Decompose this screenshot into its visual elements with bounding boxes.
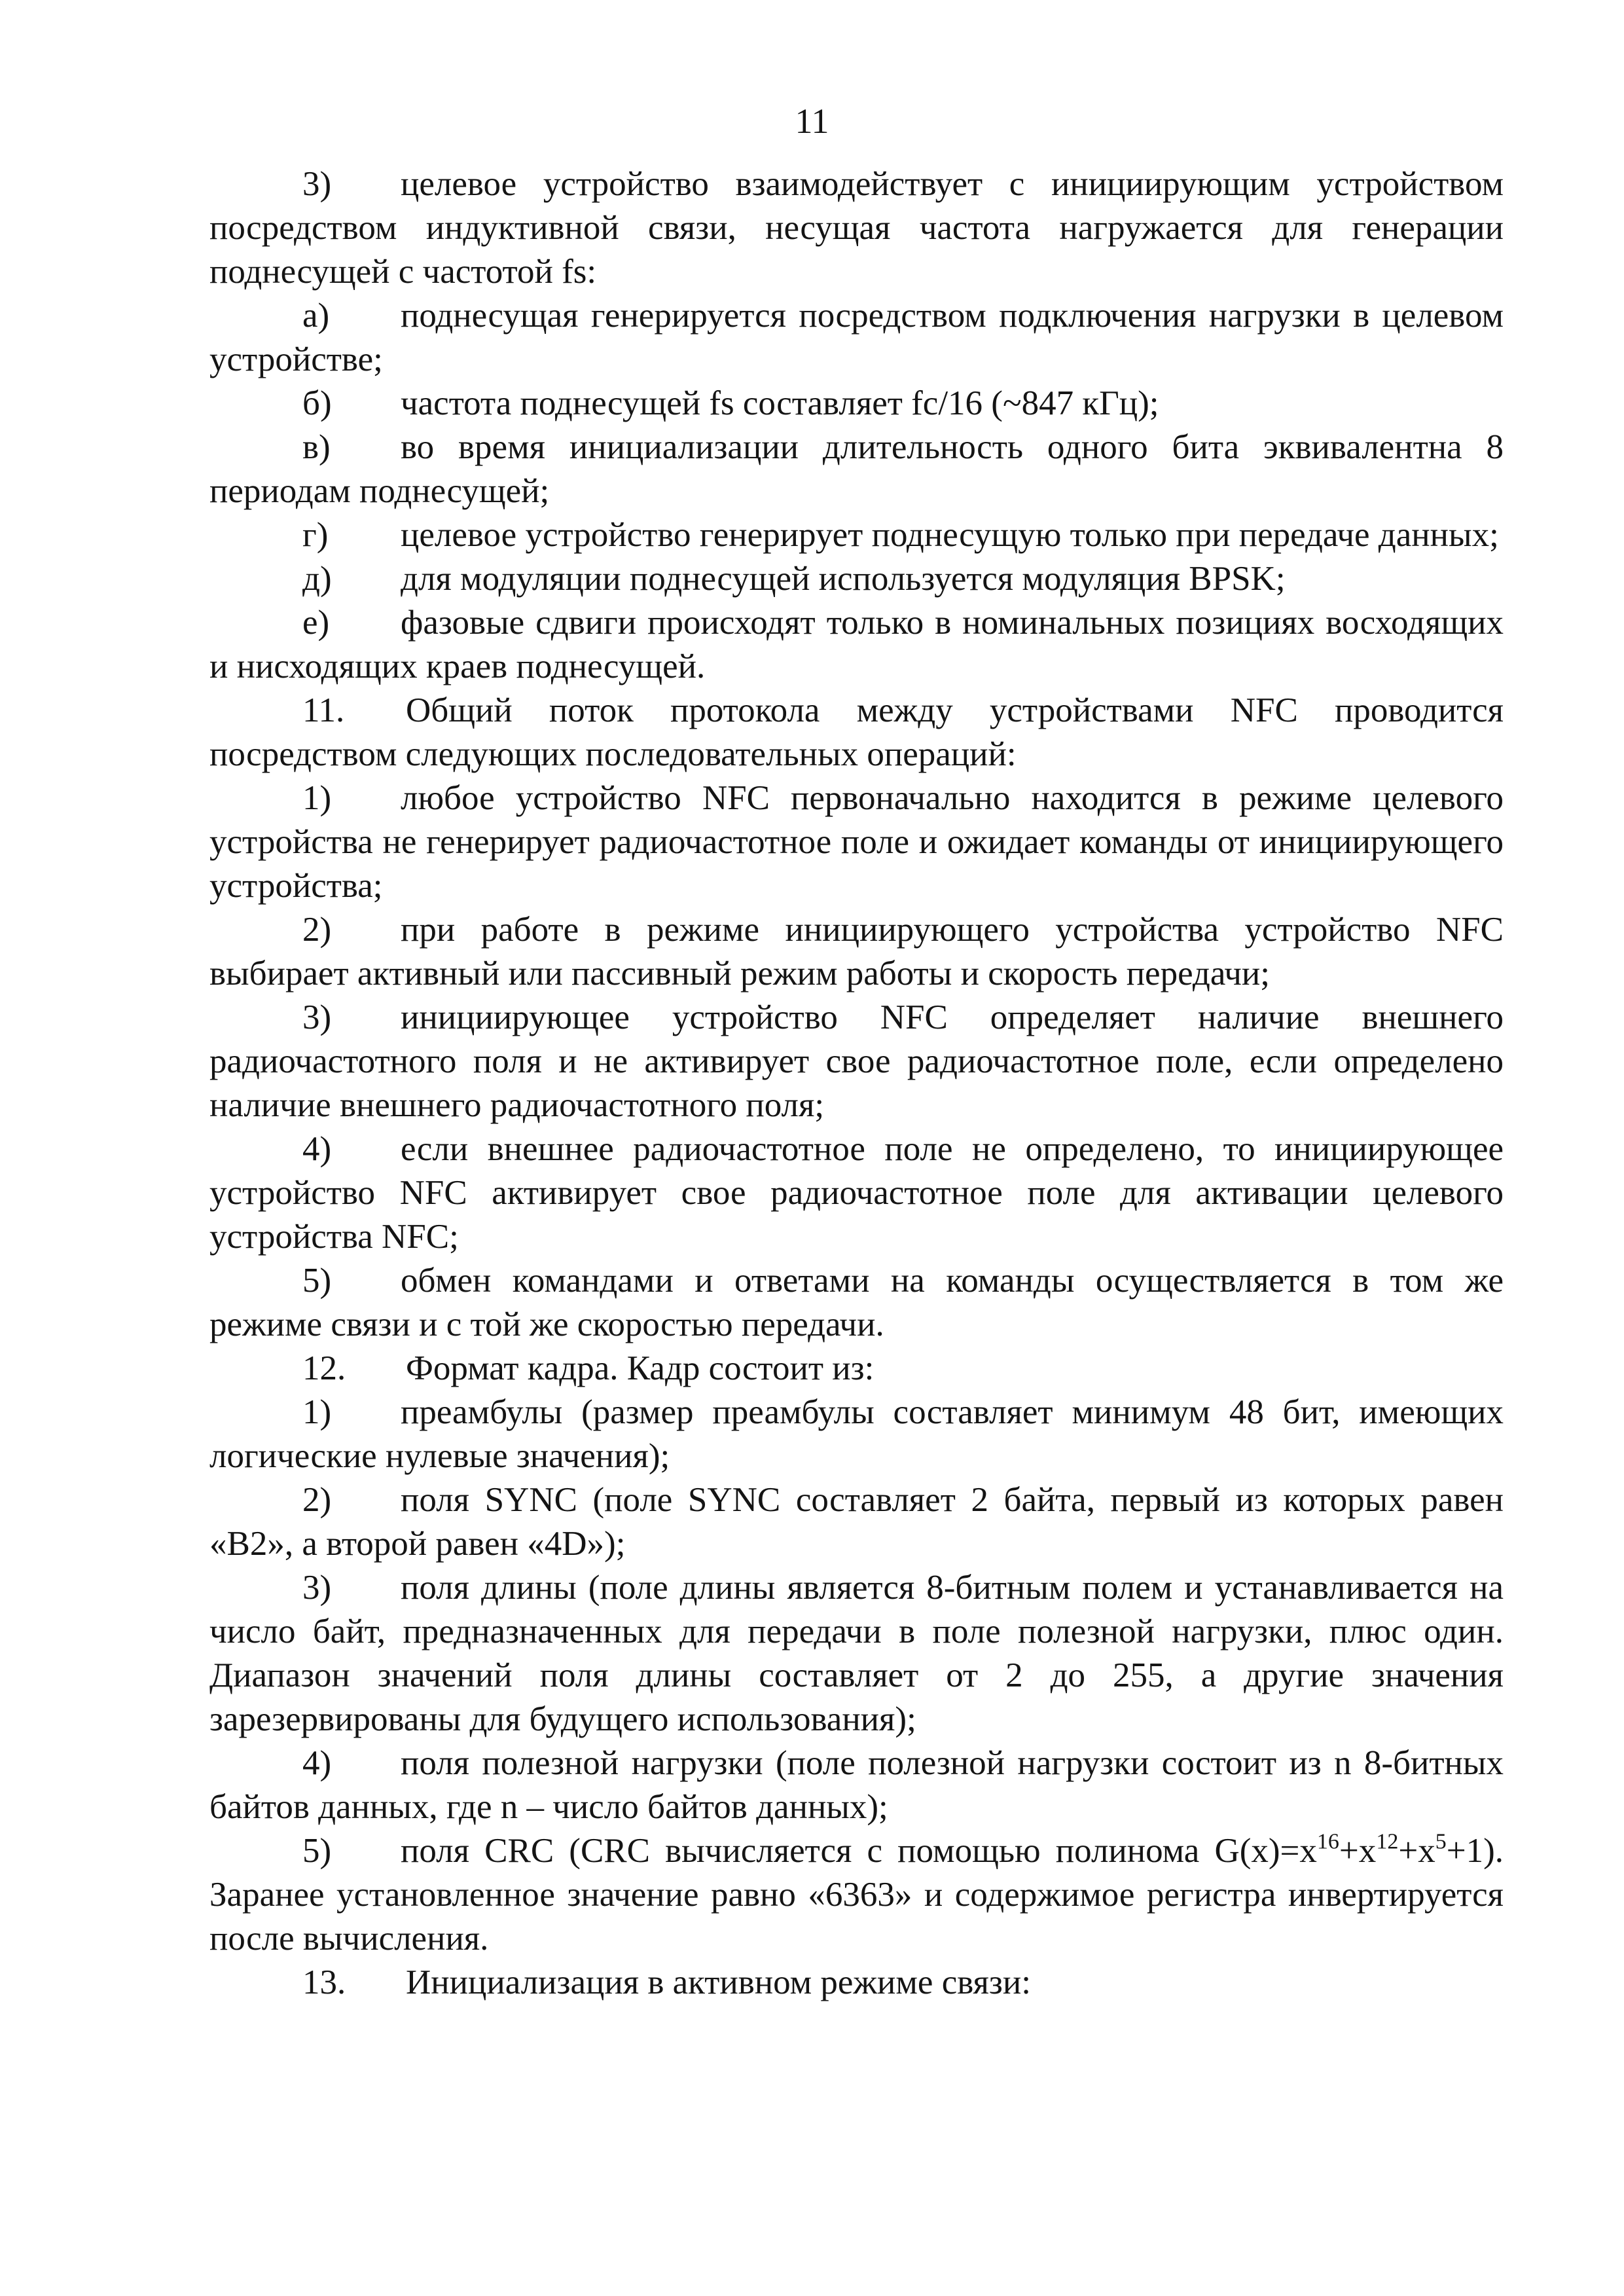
paragraph-text: поднесущая генерируется посредством подключения нагрузки в целевом устройстве;	[209, 297, 1504, 378]
list-marker: 2)	[302, 1481, 332, 1519]
formula-term: +x	[1398, 1832, 1435, 1870]
list-marker: 3)	[302, 165, 332, 203]
list-marker: в)	[302, 428, 331, 466]
paragraph	[209, 1741, 1504, 1829]
list-marker: а)	[302, 297, 330, 335]
paragraph	[209, 382, 1504, 426]
document-body	[209, 162, 1504, 2005]
crc-paragraph	[209, 1829, 1504, 1961]
section-paragraph	[209, 1347, 1504, 1391]
section-number: 11.	[302, 691, 345, 729]
paragraph-text: поля длины (поле длины является 8-битным полем и устанавливается на число байт, предназначенных для передачи в поле полезной нагрузки, плюс один. Диапазон значений поля длины составляет от 2 до 255, а другие значения зарезервированы для будущего использования);	[209, 1569, 1504, 1738]
paragraph-text: для модуляции поднесущей используется модуляция BPSK;	[401, 560, 1286, 598]
paragraph-text: во время инициализации длительность одного бита эквивалентна 8 периодам поднесущей;	[209, 428, 1504, 510]
paragraph-text: целевое устройство генерирует поднесущую только при передаче данных;	[401, 516, 1499, 554]
list-marker: 1)	[302, 1393, 332, 1431]
page-number: 11	[795, 101, 829, 141]
paragraph	[209, 601, 1504, 689]
paragraph-text: если внешнее радиочастотное поле не определено, то инициирующее устройство NFC активирует свое радиочастотное поле для активации целевого устройства NFC;	[209, 1130, 1504, 1256]
list-marker: е)	[302, 604, 330, 642]
paragraph	[209, 776, 1504, 908]
paragraph-text: Формат кадра. Кадр состоит из:	[406, 1349, 875, 1387]
paragraph-text: поля полезной нагрузки (поле полезной нагрузки состоит из n 8-битных байтов данных, где n – число байтов данных);	[209, 1744, 1504, 1826]
list-marker: б)	[302, 384, 332, 422]
section-number: 13.	[302, 1963, 346, 2001]
paragraph-text: Общий поток протокола между устройствами NFC проводится посредством следующих последовательных операций:	[209, 691, 1504, 773]
list-marker: д)	[302, 560, 332, 598]
paragraph-text: частота поднесущей fs составляет fc/16 (~847 кГц);	[401, 384, 1159, 422]
paragraph-text: +1). Заранее установленное значение равно «6363» и содержимое регистра инвертируется после вычисления.	[209, 1832, 1504, 1958]
paragraph-text: любое устройство NFC первоначально находится в режиме целевого устройства не генерирует радиочастотное поле и ожидает команды от инициирующего устройства;	[209, 779, 1504, 905]
paragraph	[209, 1127, 1504, 1259]
exponent: 5	[1435, 1829, 1447, 1854]
list-marker: 5)	[302, 1262, 332, 1300]
paragraph	[209, 162, 1504, 294]
paragraph-text: обмен командами и ответами на команды осуществляется в том же режиме связи и с той же скоростью передачи.	[209, 1262, 1504, 1343]
list-marker: г)	[302, 516, 329, 554]
paragraph	[209, 1259, 1504, 1347]
formula-term: +x	[1339, 1832, 1377, 1870]
section-paragraph	[209, 1961, 1504, 2005]
list-marker: 3)	[302, 998, 332, 1036]
list-marker: 3)	[302, 1569, 332, 1607]
paragraph-text: при работе в режиме инициирующего устройства устройство NFC выбирает активный или пассивный режим работы и скорость передачи;	[209, 911, 1504, 993]
paragraph-text: целевое устройство взаимодействует с инициирующим устройством посредством индуктивной связи, несущая частота нагружается для генерации поднесущей с частотой fs:	[209, 165, 1504, 291]
exponent: 16	[1316, 1829, 1339, 1854]
section-paragraph	[209, 689, 1504, 776]
list-marker: 2)	[302, 911, 332, 949]
section-number: 12.	[302, 1349, 346, 1387]
paragraph-text: поля CRC (CRC вычисляется с помощью полинома G(x)=x	[401, 1832, 1317, 1870]
paragraph	[209, 557, 1504, 601]
list-marker: 4)	[302, 1130, 332, 1168]
paragraph	[209, 1566, 1504, 1741]
list-marker: 5)	[302, 1832, 332, 1870]
paragraph	[209, 1391, 1504, 1478]
paragraph	[209, 908, 1504, 996]
paragraph-text: поля SYNC (поле SYNC составляет 2 байта, первый из которых равен «B2», а второй равен «4D»);	[209, 1481, 1504, 1563]
paragraph	[209, 996, 1504, 1127]
paragraph	[209, 294, 1504, 382]
paragraph	[209, 426, 1504, 513]
paragraph-text: инициирующее устройство NFC определяет наличие внешнего радиочастотного поля и не активирует свое радиочастотное поле, если определено наличие внешнего радиочастотного поля;	[209, 998, 1504, 1124]
paragraph-text: Инициализация в активном режиме связи:	[406, 1963, 1031, 2001]
list-marker: 4)	[302, 1744, 332, 1782]
paragraph	[209, 1478, 1504, 1566]
list-marker: 1)	[302, 779, 332, 817]
paragraph-text: фазовые сдвиги происходят только в номинальных позициях восходящих и нисходящих краев поднесущей.	[209, 604, 1504, 685]
exponent: 12	[1376, 1829, 1399, 1854]
paragraph-text: преамбулы (размер преамбулы составляет минимум 48 бит, имеющих логические нулевые значения);	[209, 1393, 1504, 1475]
paragraph	[209, 513, 1504, 557]
